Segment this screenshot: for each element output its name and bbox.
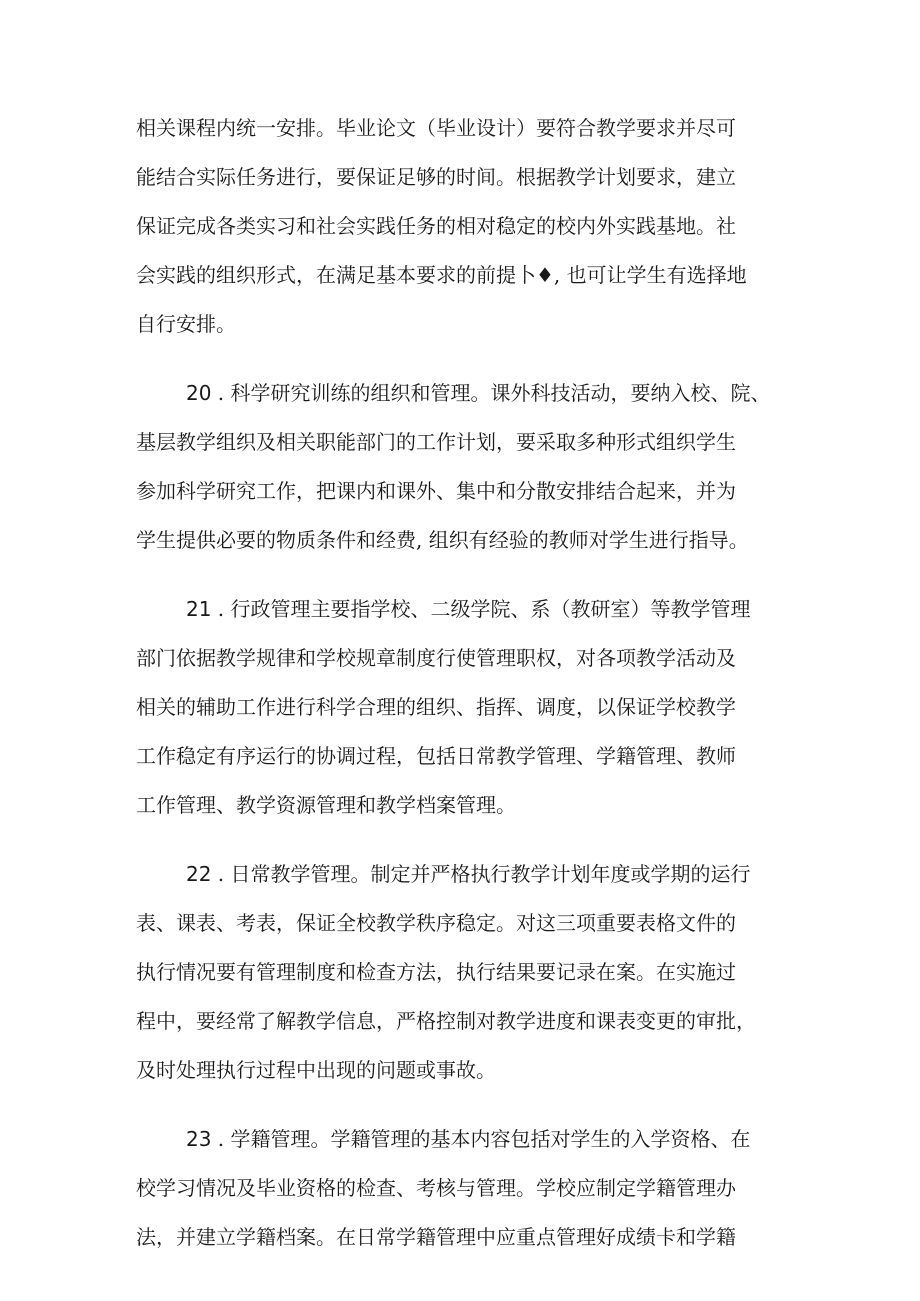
- text-line: 法，并建立学籍档案。在日常学籍管理中应重点管理好成绩卡和学籍: [136, 1225, 736, 1249]
- paragraph-continuation: [136, 104, 796, 349]
- text-line-first-content: . 日常教学管理。制定并严格执行教学计划年度或学期的运行: [211, 862, 751, 886]
- text-line: 学生提供必要的物质条件和经费, 组织有经验的教师对学生进行指导。: [136, 528, 749, 552]
- text-line: 保证完成各类实习和社会实践任务的相对稳定的校内外实践基地。社: [136, 214, 736, 238]
- text-line: 基层教学组织及相关职能部门的工作计划，要采取多种形式组织学生: [136, 430, 736, 454]
- paragraph-21: [136, 585, 796, 830]
- text-line-first: [136, 850, 796, 899]
- text-line: 相关的辅助工作进行科学合理的组织、指挥、调度，以保证学校教学: [136, 695, 736, 719]
- text-line-first: [136, 369, 796, 418]
- text-line-first-content: . 学籍管理。学籍管理的基本内容包括对学生的入学资格、在: [211, 1127, 751, 1151]
- text-line: 执行情况要有管理制度和检查方法，执行结果要记录在案。在实施过: [136, 960, 736, 984]
- text-line: 自行安排。: [136, 312, 236, 336]
- text-line: 会实践的组织形式，在满足基本要求的前提卜♦, 也可让学生有选择地: [136, 263, 747, 287]
- paragraph-number: 20: [186, 381, 212, 405]
- paragraph-23: [136, 1115, 796, 1262]
- paragraph-number: 23: [186, 1127, 212, 1151]
- paragraph-number: 21: [186, 597, 212, 621]
- paragraph-20: [136, 369, 796, 565]
- paragraph-number: 22: [186, 862, 212, 886]
- text-line: 校学习情况及毕业资格的检查、考核与管理。学校应制定学籍管理办: [136, 1176, 736, 1200]
- text-line: 参加科学研究工作，把课内和课外、集中和分散安排结合起来，并为: [136, 479, 736, 503]
- document-body: [136, 104, 796, 1282]
- paragraph-22: [136, 850, 796, 1095]
- text-line-first: [136, 585, 796, 634]
- text-line: 相关课程内统一安排。毕业论文（毕业设计）要符合教学要求并尽可: [136, 116, 736, 140]
- text-line: 及时处理执行过程中出现的问题或事故。: [136, 1058, 496, 1082]
- text-line: 表、课表、考表，保证全校教学秩序稳定。对这三项重要表格文件的: [136, 911, 736, 935]
- text-line: 部门依据教学规律和学校规章制度行使管理职权，对各项教学活动及: [136, 646, 736, 670]
- text-line-first: [136, 1115, 796, 1164]
- text-line-first-content: . 科学研究训练的组织和管理。课外科技活动，要纳入校、院、: [211, 381, 771, 405]
- text-line: 能结合实际任务进行，要保证足够的时间。根据教学计划要求，建立: [136, 165, 736, 189]
- text-line: 程中，要经常了解教学信息，严格控制对教学进度和课表变更的审批，: [136, 1009, 756, 1033]
- text-line-first-content: . 行政管理主要指学校、二级学院、系（教研室）等教学管理: [211, 597, 751, 621]
- text-line: 工作稳定有序运行的协调过程，包括日常教学管理、学籍管理、教师: [136, 744, 736, 768]
- text-line: 工作管理、教学资源管理和教学档案管理。: [136, 793, 516, 817]
